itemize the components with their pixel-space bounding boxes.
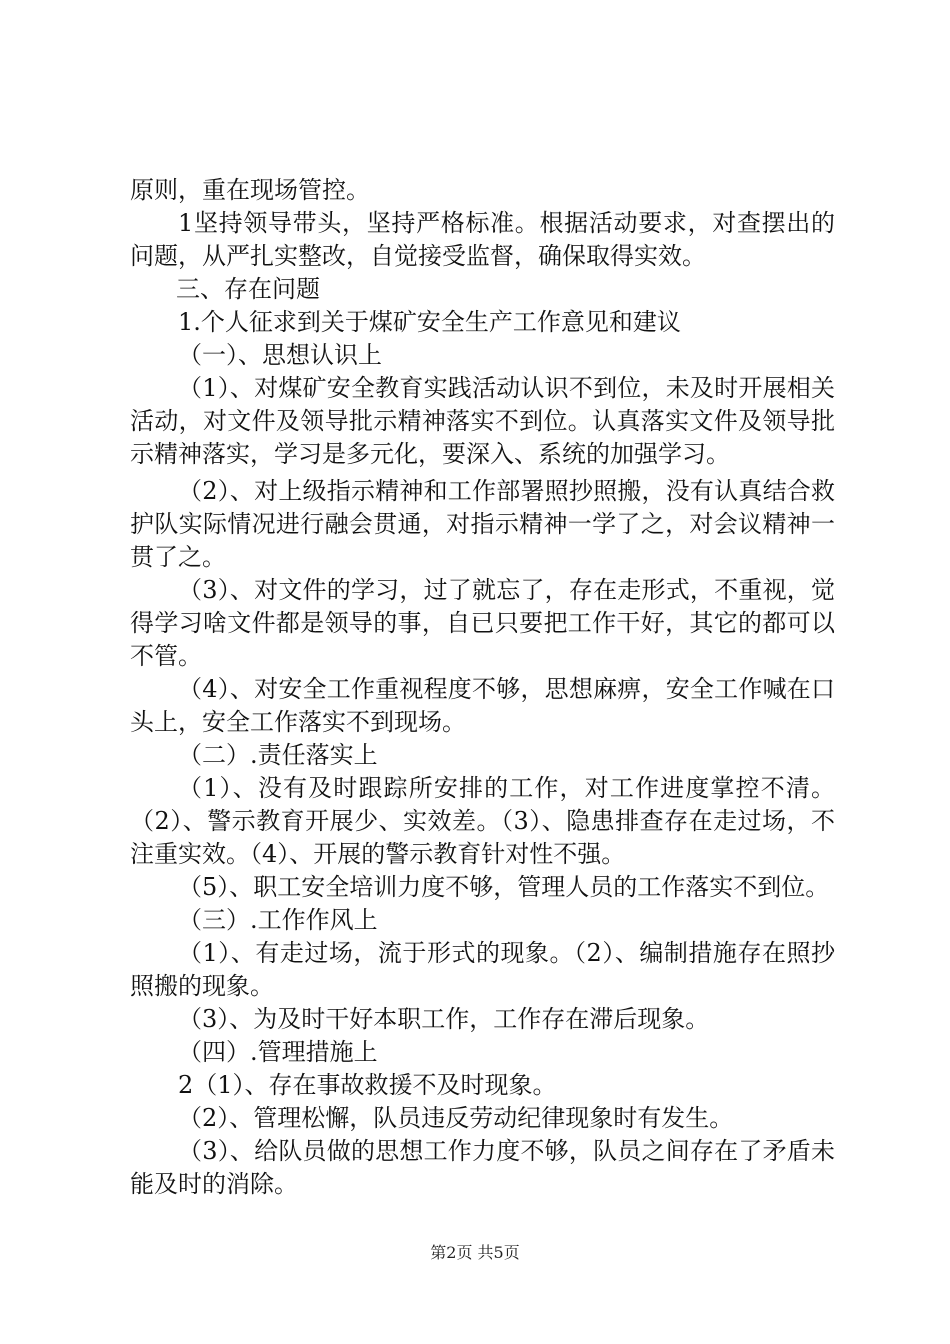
page-number-footer: 第2页 共5页 xyxy=(430,1243,520,1262)
heading-ideological: （一）、思想认识上 xyxy=(178,341,382,369)
paragraph-ideological-2: （2）、对上级指示精神和工作部署照抄照搬，没有认真结合救护队实际情况进行融会贯通，对指示精神一学了之，对会议精神一贯了之。 xyxy=(130,477,835,571)
paragraph-management-3: （3）、给队员做的思想工作力度不够，队员之间存在了矛盾未能及时的消除。 xyxy=(130,1137,835,1198)
paragraph-work-style-1: （1）、有走过场，流于形式的现象。（2）、编制措施存在照抄照搬的现象。 xyxy=(130,939,835,1000)
heading-management: （四）.管理措施上 xyxy=(178,1038,378,1066)
paragraph-ideological-3: （3）、对文件的学习，过了就忘了，存在走形式，不重视，觉得学习啥文件都是领导的事，自已只要把工作干好，其它的都可以不管。 xyxy=(130,576,835,670)
paragraph-responsibility-5: （5）、职工安全培训力度不够，管理人员的工作落实不到位。 xyxy=(178,873,830,901)
paragraph-management-1: 2（1）、存在事故救援不及时现象。 xyxy=(178,1071,557,1099)
paragraph-ideological-4: （4）、对安全工作重视程度不够，思想麻痹，安全工作喊在口头上，安全工作落实不到现场。 xyxy=(130,675,835,736)
heading-responsibility: （二）.责任落实上 xyxy=(178,741,378,769)
paragraph-leadership: 1坚持领导带头，坚持严格标准。根据活动要求，对查摆出的问题，从严扎实整改，自觉接受监督，确保取得实效。 xyxy=(130,209,835,270)
heading-personal-opinions: 1.个人征求到关于煤矿安全生产工作意见和建议 xyxy=(178,308,681,336)
document-body xyxy=(130,174,835,1201)
paragraph-ideological-1: （1）、对煤矿安全教育实践活动认识不到位，未及时开展相关活动，对文件及领导批示精神落实不到位。认真落实文件及领导批示精神落实，学习是多元化，要深入、系统的加强学习。 xyxy=(130,374,835,468)
paragraph-work-style-3: （3）、为及时干好本职工作，工作存在滞后现象。 xyxy=(178,1005,710,1033)
paragraph-principle: 原则，重在现场管控。 xyxy=(130,176,370,204)
heading-work-style: （三）.工作作风上 xyxy=(178,906,378,934)
heading-existing-problems: 三、存在问题 xyxy=(176,275,320,303)
paragraph-management-2: （2）、管理松懈，队员违反劳动纪律现象时有发生。 xyxy=(178,1104,734,1132)
paragraph-responsibility-1: （1）、没有及时跟踪所安排的工作，对工作进度掌控不清。（2）、警示教育开展少、实效差。（3）、隐患排查存在走过场，不注重实效。（4）、开展的警示教育针对性不强。 xyxy=(130,774,835,868)
